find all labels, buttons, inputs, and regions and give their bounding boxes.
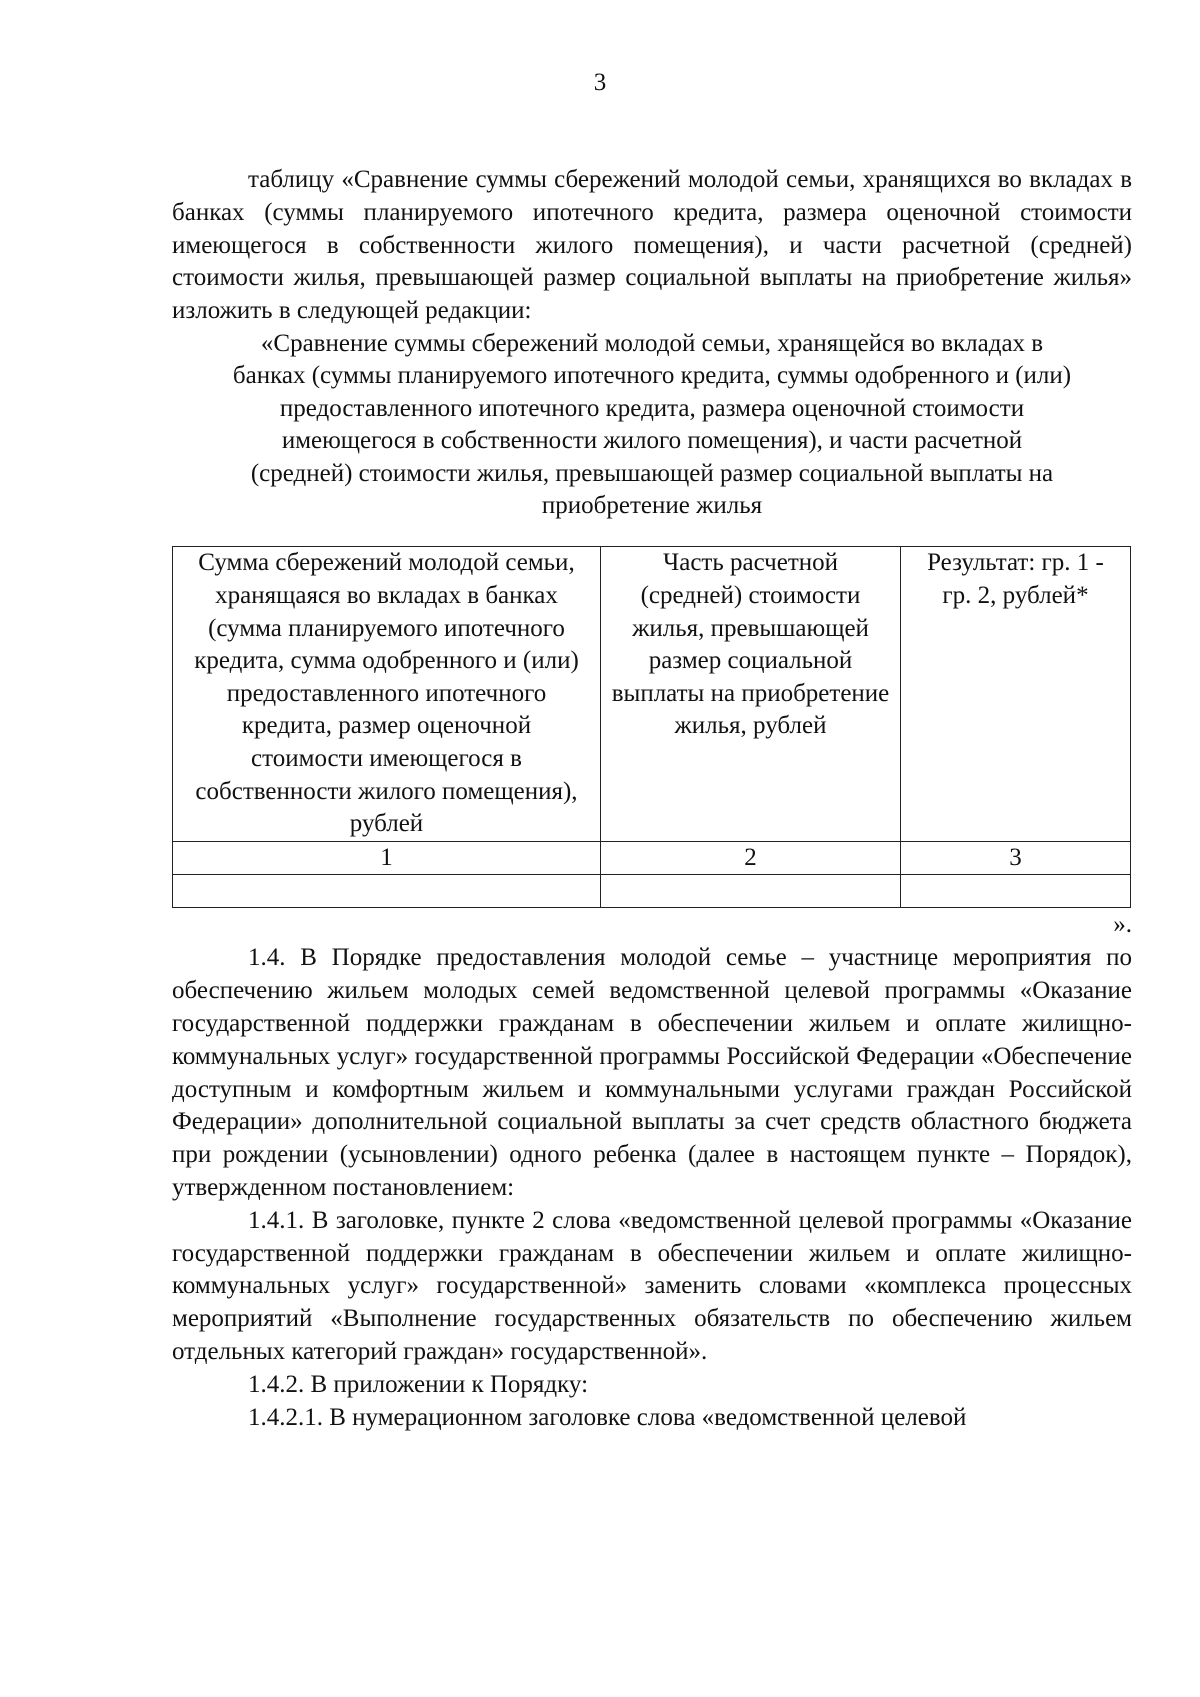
paragraph-1-4-2: 1.4.2. В приложении к Порядку: xyxy=(248,1370,589,1398)
closing-quote: ». xyxy=(1113,911,1132,939)
table-column-numbers-row xyxy=(173,841,1131,875)
table-cell xyxy=(901,875,1131,908)
intro-paragraph: таблицу «Сравнение суммы сбережений молодой семьи, хранящихся во вкладах в банках (суммы планируемого ипотечного кредита, размера оценочной стоимости имеющегося в собственности жилого помещения), и части расчетной (средней) стоимости жилья, превышающей размер социальной выплаты на приобретение жилья» изложить в следующей редакции: xyxy=(172,166,1132,325)
paragraph-1-4: 1.4. В Порядке предоставления молодой семье – участнице мероприятия по обеспечению жильем молодых семей ведомственной целевой программы «Оказание государственной поддержки гражданам в обеспечении жильем и оплате жилищно-коммунальных услуг» государственной программы Российской Федерации «Обеспечение доступным и комфортным жильем и коммунальными услугами граждан Российской Федерации» дополнительной социальной выплаты за счет средств областного бюджета при рождении (усыновлении) одного ребенка (далее в настоящем пункте – Порядок), утвержденном постановлением: xyxy=(172,944,1132,1201)
table-cell xyxy=(173,875,601,908)
column-number-1: 1 xyxy=(173,841,601,875)
column-number-2: 2 xyxy=(601,841,901,875)
header-result: Результат: гр. 1 - гр. 2, рублей* xyxy=(901,547,1131,841)
document-body xyxy=(172,164,1132,1434)
table-row xyxy=(173,875,1131,908)
header-housing-cost-part: Часть расчетной (средней) стоимости жилья, превышающей размер социальной выплаты на приобретение жилья, рублей xyxy=(601,547,901,841)
column-number-3: 3 xyxy=(901,841,1131,875)
paragraph-1-4-2-1: 1.4.2.1. В нумерационном заголовке слова «ведомственной целевой xyxy=(248,1403,967,1431)
table-header-row xyxy=(173,547,1131,841)
comparison-table xyxy=(172,546,1131,908)
paragraph-1-4-1: 1.4.1. В заголовке, пункте 2 слова «ведомственной целевой программы «Оказание государственной поддержки гражданам в обеспечении жильем и оплате жилищно-коммунальных услуг» государственной» заменить словами «комплекса процессных мероприятий «Выполнение государственных обязательств по обеспечению жильем отдельных категорий граждан» государственной». xyxy=(172,1206,1132,1365)
header-savings: Сумма сбережений молодой семьи, хранящаяся во вкладах в банках (сумма планируемого ипотечного кредита, сумма одобренного и (или) предоставленного ипотечного кредита, размер оценочной стоимости имеющегося в собственности жилого помещения), рублей xyxy=(173,547,601,841)
page-number: 3 xyxy=(593,69,607,96)
table-caption: «Сравнение суммы сбережений молодой семьи, хранящейся во вкладах в банках (суммы планируемого ипотечного кредита, суммы одобренного и (или) предоставленного ипотечного кредита, размера оценочной стоимости имеющегося в собственности жилого помещения), и части расчетной (средней) стоимости жилья, превышающей размер социальной выплаты на приобретение жилья xyxy=(232,329,1072,520)
table-cell xyxy=(601,875,901,908)
